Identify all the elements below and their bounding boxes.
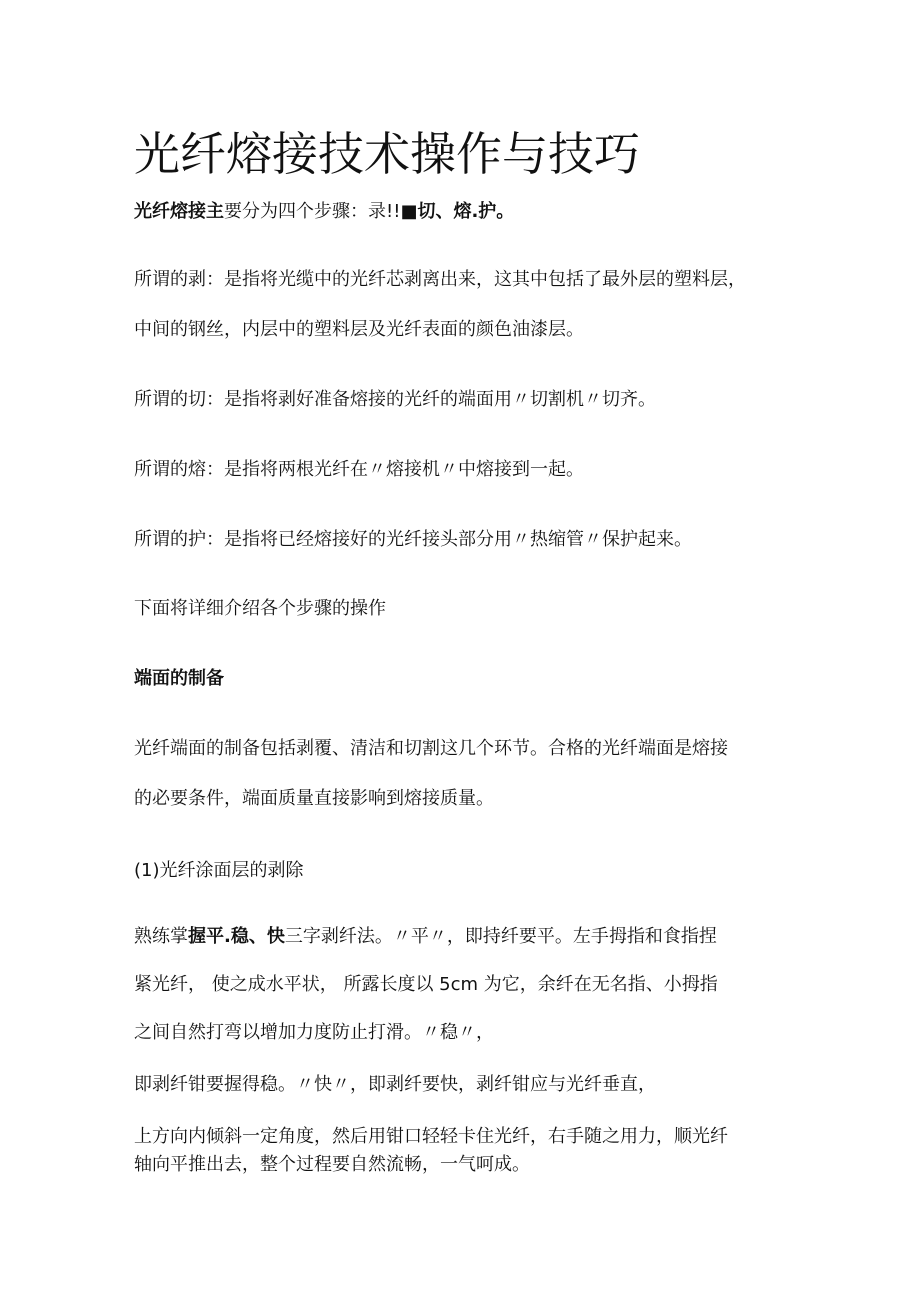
document-title: 光纤熔接技术操作与技巧 — [134, 127, 640, 181]
technique-line-4: 即剥纤钳要握得稳。〃快〃，即剥纤要快，剥纤钳应与光纤垂直， — [134, 1074, 656, 1095]
strip-definition-line-1: 所谓的剥：是指将光缆中的光纤芯剥离出来，这其中包括了最外层的塑料层， — [134, 269, 746, 290]
intro-bold-lead: 光纤熔接主 — [134, 201, 224, 222]
section-heading: 端面的制备 — [134, 668, 224, 689]
technique-rest: 三字剥纤法。〃平〃，即持纤要平。左手拇指和食指捏 — [284, 926, 717, 947]
intro-paragraph — [134, 197, 834, 227]
intro-bold-tail: ■切、熔.护。 — [400, 201, 515, 222]
prep-paragraph-line-1: 光纤端面的制备包括剥覆、清洁和切割这几个环节。合格的光纤端面是熔接 — [134, 738, 728, 759]
sub-heading: (1)光纤涂面层的剥除 — [134, 860, 304, 881]
technique-line-5: 上方向内倾斜一定角度，然后用钳口轻轻卡住光纤，右手随之用力，顺光纤 — [134, 1126, 728, 1147]
intro-text: 要分为四个步骤：录!! — [224, 201, 401, 222]
technique-line-2: 紧光纤， 使之成水平状， 所露长度以 5cm 为它，余纤在无名指、小拇指 — [134, 974, 718, 995]
technique-bold: 握平.稳、快 — [188, 926, 285, 947]
technique-line-3: 之间自然打弯以增加力度防止打滑。〃稳〃， — [134, 1022, 494, 1043]
technique-line-1 — [134, 922, 834, 952]
cut-definition: 所谓的切：是指将剥好准备熔接的光纤的端面用〃切割机〃切齐。 — [134, 389, 656, 410]
strip-definition-line-2: 中间的钢丝，内层中的塑料层及光纤表面的颜色油漆层。 — [134, 319, 584, 340]
technique-line-6: 轴向平推出去，整个过程要自然流畅，一气呵成。 — [134, 1154, 530, 1175]
technique-lead: 熟练掌 — [134, 926, 188, 947]
fuse-definition: 所谓的熔：是指将两根光纤在〃熔接机〃中熔接到一起。 — [134, 459, 584, 480]
protect-definition: 所谓的护：是指将已经熔接好的光纤接头部分用〃热缩管〃保护起来。 — [134, 529, 692, 550]
prep-paragraph-line-2: 的必要条件，端面质量直接影响到熔接质量。 — [134, 788, 494, 809]
detail-intro: 下面将详细介绍各个步骤的操作 — [134, 598, 386, 619]
